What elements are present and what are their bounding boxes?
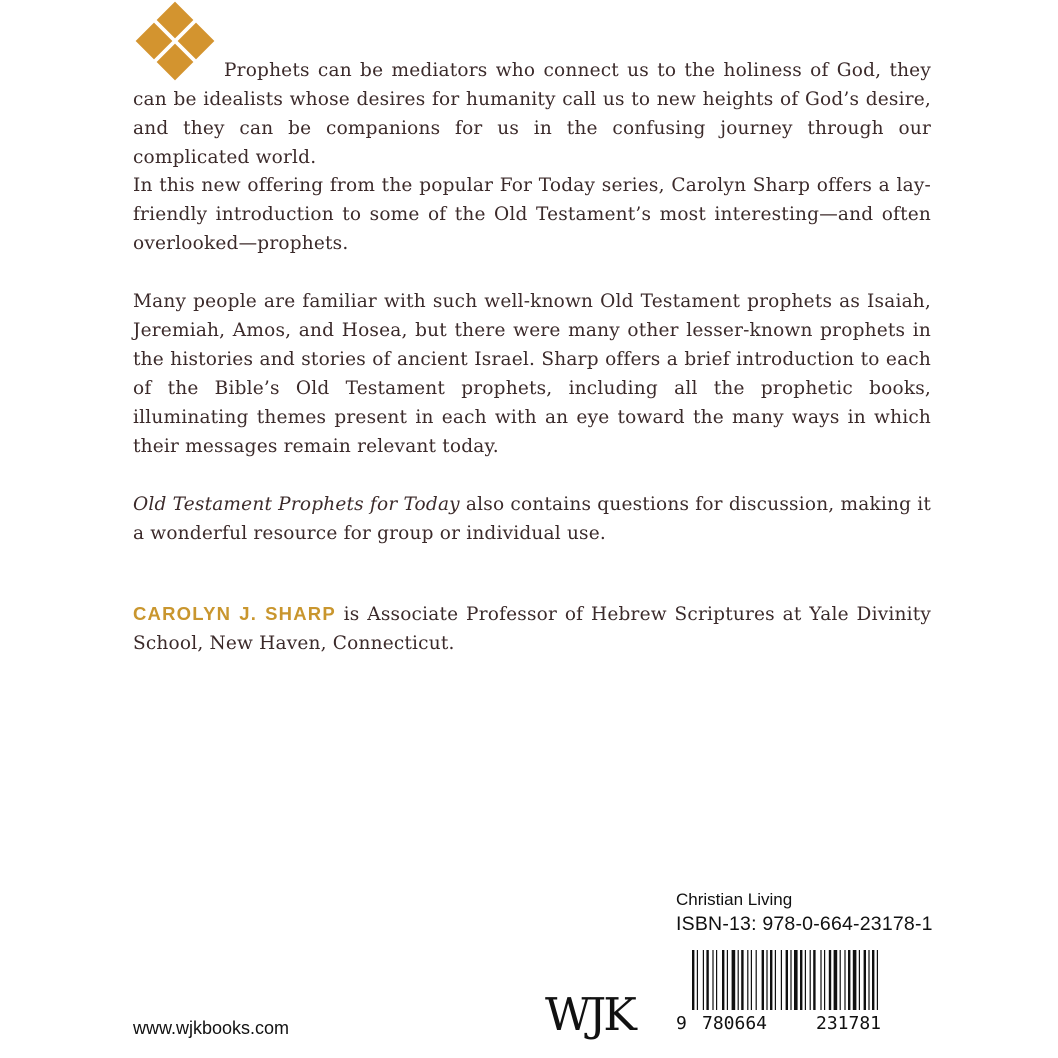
barcode (692, 950, 928, 1010)
author-bio (133, 599, 931, 658)
discussion-text: also contains questions for discussion, making it a wonderful resource for group or individual use. (133, 494, 931, 544)
publisher-logo: WJK (545, 988, 634, 1041)
barcode-digits-right: 231781 (816, 1013, 882, 1034)
barcode-digit-first: 9 (676, 1013, 687, 1034)
barcode-digits-left: 780664 (702, 1013, 768, 1034)
isbn-label: ISBN-13: 978-0-664-23178-1 (676, 913, 933, 935)
website-link[interactable]: www.wjkbooks.com (133, 1018, 290, 1038)
category-label: Christian Living (676, 890, 793, 909)
book-title: Old Testament Prophets for Today (133, 494, 460, 515)
barcode-digits (674, 1013, 934, 1039)
author-name: CAROLYN J. SHARP (133, 603, 336, 624)
description-paragraph: Many people are familiar with such well-known Old Testament prophets as Isaiah, Jeremiah, Amos, and Hosea, but there were many other lesser-known prophets in the histories and stories of ancient Israel. Sharp offers a brief introduction to each of the Bible’s Old Testament prophets, including all the prophetic books, illuminating themes present in each with an eye toward the many ways in which their messages remain relevant today. (133, 291, 931, 457)
discussion-paragraph (133, 490, 931, 548)
intro-paragraph: Prophets can be mediators who connect us to the holiness of God, they can be idealists whose desires for humanity call us to new heights of God’s desire, and they can be companions for us in the confusing journey through our complicated world. (133, 60, 931, 168)
author-bio-text: is Associate Professor of Hebrew Scriptures at Yale Divinity School, New Haven, Connecticut. (133, 604, 931, 654)
series-paragraph: In this new offering from the popular For Today series, Carolyn Sharp offers a lay-friendly introduction to some of the Old Testament’s most interesting—and often overlooked—prophets. (133, 175, 931, 254)
